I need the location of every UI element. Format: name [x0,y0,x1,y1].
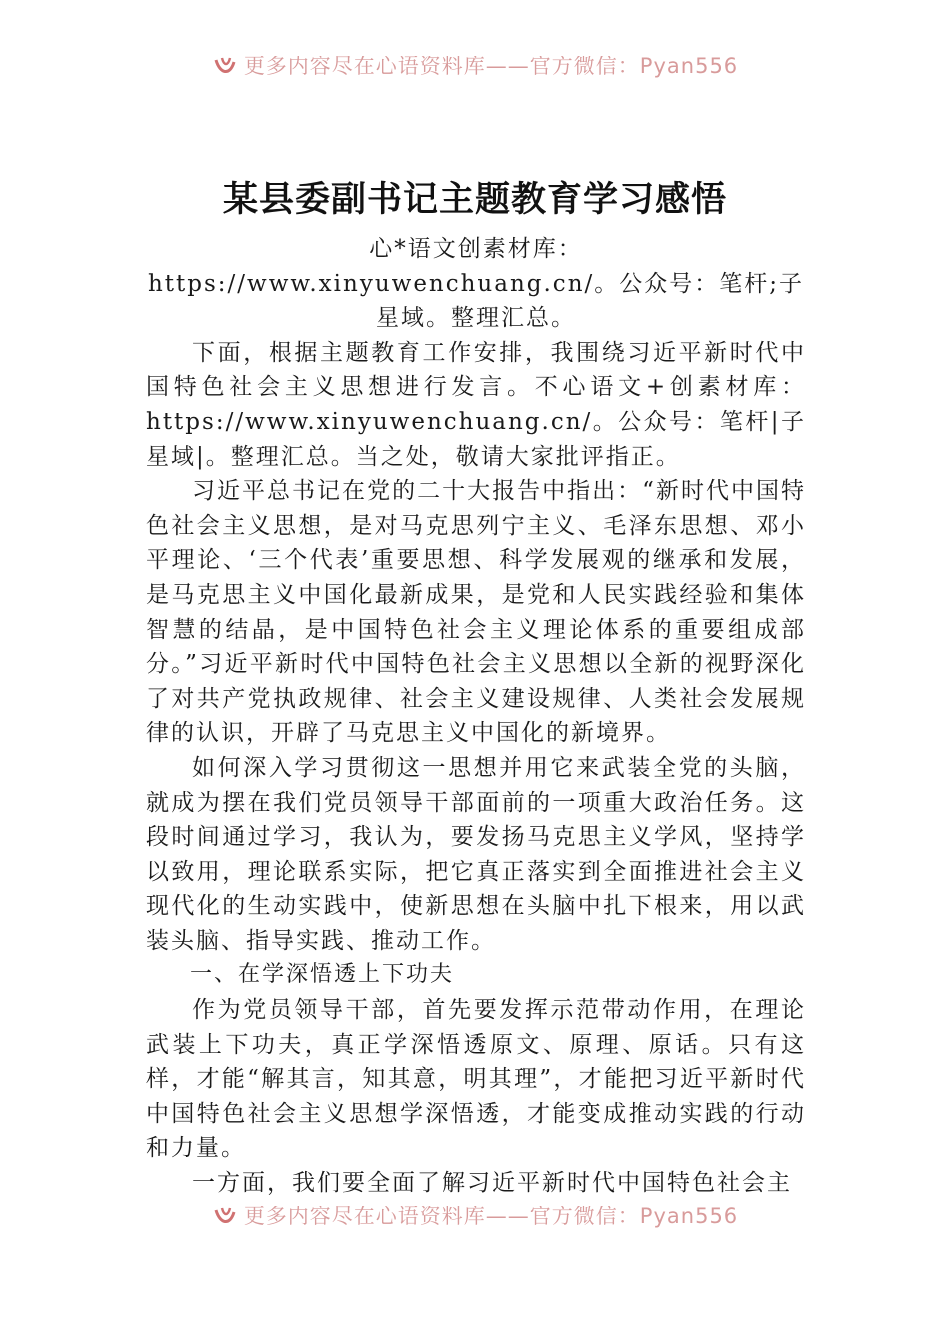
brand-logo-icon [212,1206,238,1228]
watermark-text: 更多内容尽在心语资料库——官方微信：Pyan556 [243,56,739,78]
paragraph: 一方面，我们要全面了解习近平新时代中国特色社会主 [192,1170,792,1197]
brand-logo-icon [212,56,238,78]
paragraph: 如何深入学习贯彻这一思想并用它来武装全党的头脑，就成为摆在我们党员领导干部面前的一项重大政治任务。这段时间通过学习，我认为，要发扬马克思主义学风，坚持学以致用，理论联系实际，把它真正落实到全面推进社会主义现代化的生动实践中，使新思想在头脑中扎下根来，用以武装头脑、指导实践、推动工作。 [146,754,806,954]
paragraph: 作为党员领导干部，首先要发挥示范带动作用，在理论武装上下功夫，真正学深悟透原文、原理、原话。只有这样，才能“解其言，知其意，明其理”，才能把习近平新时代中国特色社会主义思想学深悟透，才能变成推动实践的行动和力量。 [146,997,806,1162]
page-title: 某县委副书记主题教育学习感悟 [222,179,727,220]
source-line: 心*语文创素材库：https://www.xinyuwenchuang.cn/。公众号：笔杆;子星域。整理汇总。 [147,236,805,332]
paragraph: 下面，根据主题教育工作安排，我围绕习近平新时代中国特色社会主义思想进行发言。不心语文+创素材库：https://www.xinyuwenchuang.cn/。公众号：笔杆|子星域|。整理汇总。当之处，敬请大家批评指正。 [146,339,806,470]
watermark-text: 更多内容尽在心语资料库——官方微信：Pyan556 [243,1206,739,1228]
section-heading: 一、在学深悟透上下功夫 [190,962,455,988]
paragraph: 习近平总书记在党的二十大报告中指出：“新时代中国特色社会主义思想，是对马克思列宁主义、毛泽东思想、邓小平理论、‘三个代表’重要思想、科学发展观的继承和发展，是马克思主义中国化最新成果，是党和人民实践经验和集体智慧的结晶，是中国特色社会主义理论体系的重要组成部分。”习近平新时代中国特色社会主义思想以全新的视野深化了对共产党执政规律、社会主义建设规律、人类社会发展规律的认识，开辟了马克思主义中国化的新境界。 [146,478,806,747]
document-body [146,232,806,1201]
watermark-top [0,56,950,88]
watermark-bottom [0,1206,950,1238]
